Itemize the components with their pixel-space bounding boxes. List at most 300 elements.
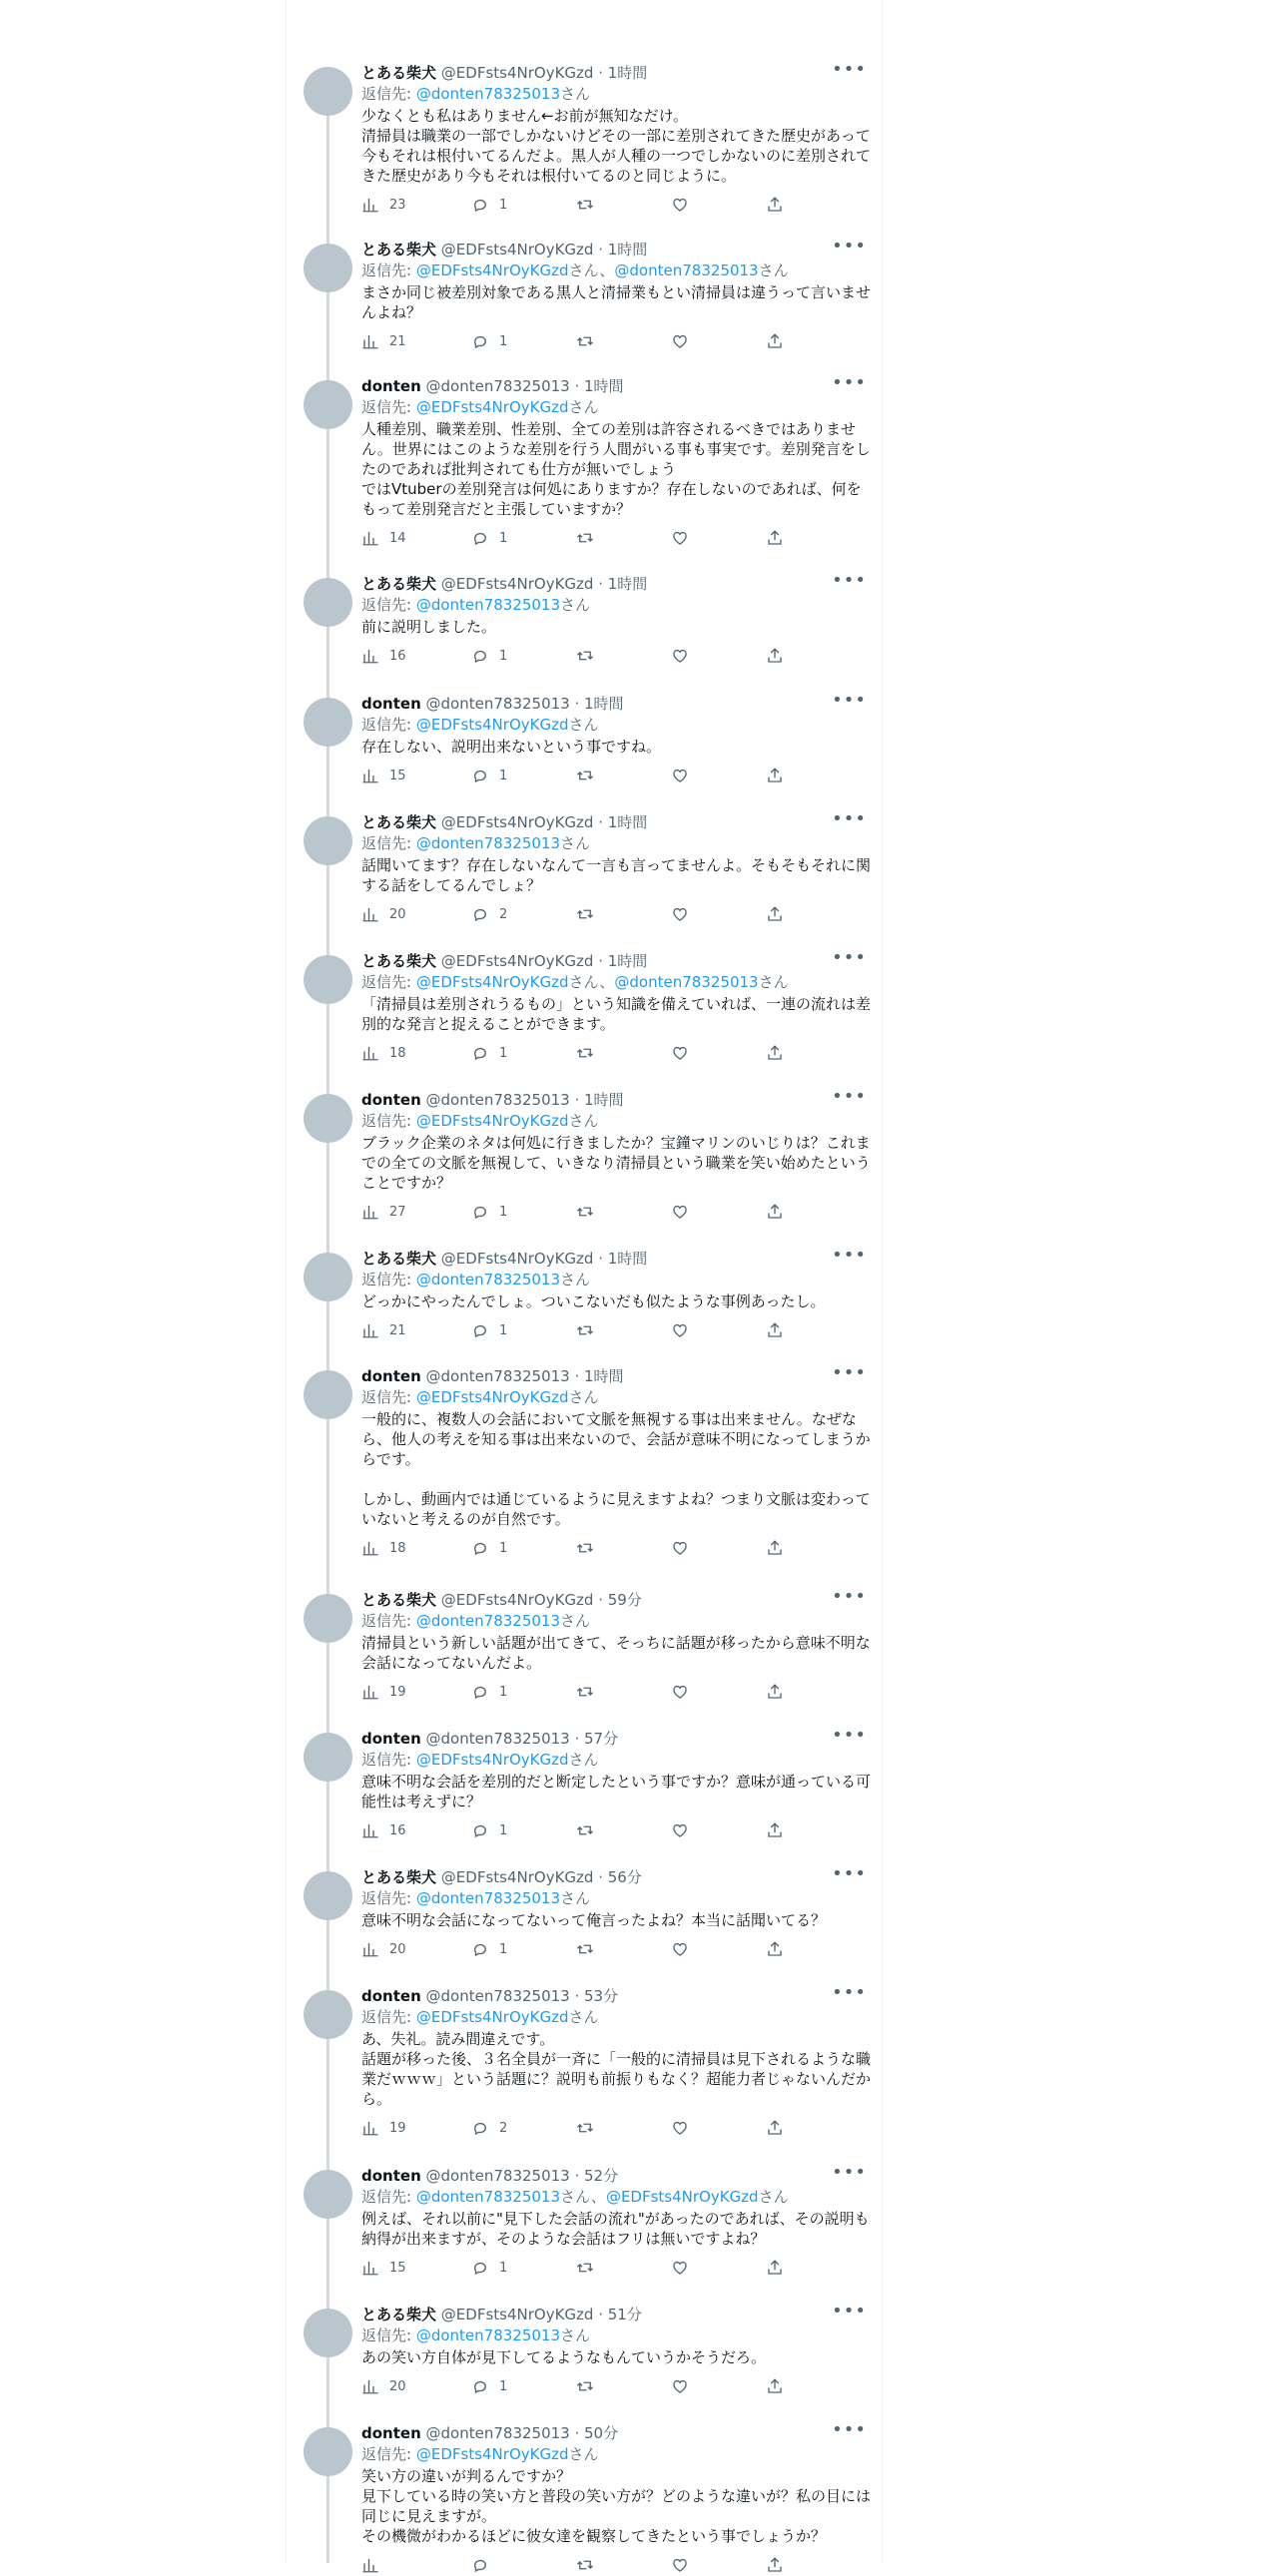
action-bar <box>361 1044 871 1064</box>
tweet-time[interactable]: 1時間 <box>584 695 624 713</box>
author-name[interactable]: とある柴犬 <box>361 1868 437 1886</box>
author-name[interactable]: とある柴犬 <box>361 2306 437 2323</box>
views-button[interactable] <box>361 529 406 547</box>
retweet-icon <box>576 529 594 547</box>
reply-button[interactable] <box>471 196 507 214</box>
more-options-icon[interactable]: ••• <box>832 2301 867 2321</box>
like-button[interactable] <box>671 1683 699 1701</box>
retweet-button[interactable] <box>576 905 604 923</box>
reply-to-line <box>361 1111 871 1131</box>
mention-suffix: さん <box>568 1751 599 1769</box>
tweet-time[interactable]: 1時間 <box>607 575 648 593</box>
views-count: 18 <box>389 1045 406 1061</box>
tweet-time[interactable]: 1時間 <box>584 1367 624 1385</box>
views-button[interactable] <box>361 2259 406 2277</box>
views-button[interactable] <box>361 767 406 784</box>
reply-mention-link[interactable]: @EDFsts4NrOyKGzd <box>415 398 569 416</box>
views-button[interactable] <box>361 1321 406 1339</box>
action-bar <box>361 1539 871 1559</box>
views-count: 19 <box>389 1684 406 1700</box>
views-icon <box>361 905 379 923</box>
reply-count: 1 <box>499 1941 508 1957</box>
share-icon <box>766 1321 784 1339</box>
views-button[interactable] <box>361 1203 406 1221</box>
tweet-content <box>361 690 871 786</box>
views-button[interactable] <box>361 647 406 665</box>
author-name[interactable]: donten <box>361 1987 421 2005</box>
author-handle[interactable]: @donten78325013 <box>425 695 570 713</box>
avatar[interactable] <box>304 2170 352 2219</box>
reply-icon <box>471 2259 489 2277</box>
share-button[interactable] <box>766 767 784 784</box>
author-name[interactable]: とある柴犬 <box>361 813 437 831</box>
mention-separator: 、 <box>590 2188 606 2206</box>
reply-count: 2 <box>499 906 508 922</box>
views-button[interactable] <box>361 1683 406 1701</box>
reply-mention-link[interactable]: @donten78325013 <box>415 2188 561 2206</box>
views-button[interactable] <box>361 1940 406 1958</box>
reply-count: 1 <box>499 197 508 213</box>
separator-dot: · <box>569 2167 585 2185</box>
reply-count: 1 <box>499 768 508 783</box>
author-name[interactable]: donten <box>361 1367 421 1385</box>
tweet-time[interactable]: 1時間 <box>584 1091 624 1109</box>
tweet-time[interactable]: 50分 <box>584 2424 619 2442</box>
reply-prefix: 返信先: <box>361 1751 412 1769</box>
action-bar <box>361 1203 871 1223</box>
tweet-text: 人種差別、職業差別、性差別、全ての差別は許容されるべきではありません。世界にはこのような差別を行う人間がいる事も事実です。差別発言をしたのであれば批判されても仕方が無いでしょう ではVtuberの差別発言は何処にありますか？存在しないのであれば、何をもって差別発言だと主張していますか？ <box>361 420 871 518</box>
tweet-time[interactable]: 1時間 <box>607 952 648 970</box>
retweet-button[interactable] <box>576 2556 604 2574</box>
reply-button[interactable] <box>471 647 507 665</box>
avatar[interactable] <box>304 955 352 1004</box>
tweet-content <box>361 1725 872 1841</box>
reply-count: 1 <box>499 1204 508 1220</box>
like-button[interactable] <box>671 2259 699 2277</box>
views-button[interactable] <box>361 196 406 214</box>
share-button[interactable] <box>766 529 784 547</box>
tweet-content <box>361 1982 872 2139</box>
retweet-button[interactable] <box>576 196 604 214</box>
reply-mention-link[interactable]: @donten78325013 <box>415 834 561 852</box>
retweet-button[interactable] <box>576 1539 604 1557</box>
reply-button[interactable] <box>471 332 507 350</box>
author-handle[interactable]: @donten78325013 <box>425 1367 570 1385</box>
reply-icon <box>471 1940 489 1958</box>
mention-suffix: さん <box>560 85 591 103</box>
tweet-content <box>361 1245 871 1341</box>
reply-prefix: 返信先: <box>361 398 412 416</box>
more-options-icon[interactable]: ••• <box>832 236 867 257</box>
avatar[interactable] <box>304 1253 352 1301</box>
more-options-icon[interactable]: ••• <box>832 1982 867 2003</box>
reply-button[interactable] <box>471 529 507 547</box>
reply-count: 1 <box>499 1540 508 1556</box>
avatar[interactable] <box>304 380 352 429</box>
tweet-time[interactable]: 1時間 <box>607 64 648 82</box>
like-button[interactable] <box>671 1044 699 1062</box>
tweet-text: 話聞いてます？存在しないなんて一言も言ってませんよ。そもそもそれに関する話をしてるんでしょ？ <box>361 856 872 894</box>
reply-mention-link[interactable]: @EDFsts4NrOyKGzd <box>415 973 569 991</box>
author-handle[interactable]: @donten78325013 <box>425 1987 570 2005</box>
author-handle[interactable]: @donten78325013 <box>425 1091 570 1109</box>
views-button[interactable] <box>361 1821 406 1839</box>
reply-mention-link[interactable]: @donten78325013 <box>415 596 561 614</box>
more-options-icon[interactable]: ••• <box>832 2419 867 2440</box>
reply-button[interactable] <box>471 1321 507 1339</box>
views-icon <box>361 2377 379 2395</box>
share-button[interactable] <box>766 905 784 923</box>
avatar[interactable] <box>304 1871 352 1920</box>
tweet-text: まさか同じ被差別対象である黒人と清掃業もとい清掃員は違うって言いませんよね？ <box>361 283 872 321</box>
author-handle[interactable]: @EDFsts4NrOyKGzd <box>440 813 594 831</box>
reply-prefix: 返信先: <box>361 1388 412 1406</box>
tweet-header <box>361 1245 871 1270</box>
reply-button[interactable] <box>471 2119 507 2137</box>
share-button[interactable] <box>766 1321 784 1339</box>
retweet-button[interactable] <box>576 332 604 350</box>
retweet-button[interactable] <box>576 1821 604 1839</box>
reply-mention-link[interactable]: @donten78325013 <box>614 261 759 279</box>
tweet-header <box>361 570 871 595</box>
mention-suffix: さん <box>568 261 600 279</box>
like-button[interactable] <box>671 332 699 350</box>
author-handle[interactable]: @EDFsts4NrOyKGzd <box>440 1868 594 1886</box>
like-button[interactable] <box>671 767 699 784</box>
reply-icon <box>471 1821 489 1839</box>
views-icon <box>361 1940 379 1958</box>
tweet-header <box>361 59 871 84</box>
tweet-time[interactable]: 53分 <box>584 1987 619 2005</box>
mention-suffix: さん <box>568 2008 599 2026</box>
share-button[interactable] <box>766 2377 784 2395</box>
avatar[interactable] <box>304 1990 352 2039</box>
views-icon <box>361 647 379 665</box>
share-button[interactable] <box>766 332 784 350</box>
retweet-button[interactable] <box>576 1044 604 1062</box>
retweet-button[interactable] <box>576 1321 604 1339</box>
views-icon <box>361 1044 379 1062</box>
author-name[interactable]: donten <box>361 695 421 713</box>
reply-button[interactable] <box>471 1683 507 1701</box>
mention-suffix: さん <box>758 261 789 279</box>
retweet-icon <box>576 2556 594 2574</box>
tweet-content <box>361 2162 871 2279</box>
author-handle[interactable]: @donten78325013 <box>425 1730 570 1748</box>
separator-dot: · <box>569 695 585 713</box>
retweet-button[interactable] <box>576 647 604 665</box>
author-name[interactable]: とある柴犬 <box>361 1591 437 1609</box>
retweet-icon <box>576 1044 594 1062</box>
author-handle[interactable]: @EDFsts4NrOyKGzd <box>440 1250 594 1268</box>
like-icon <box>671 1821 689 1839</box>
more-options-icon[interactable]: ••• <box>832 1586 867 1607</box>
retweet-button[interactable] <box>576 529 604 547</box>
reply-mention-link[interactable]: @EDFsts4NrOyKGzd <box>415 2445 569 2463</box>
reply-to-line <box>361 715 871 735</box>
retweet-button[interactable] <box>576 1683 604 1701</box>
reply-icon <box>471 2119 489 2137</box>
avatar[interactable] <box>304 816 352 865</box>
reply-button[interactable] <box>471 905 507 923</box>
views-button[interactable] <box>361 2119 406 2137</box>
reply-count: 1 <box>499 2378 508 2394</box>
avatar[interactable] <box>304 578 352 627</box>
reply-button[interactable] <box>471 2556 499 2574</box>
reply-button[interactable] <box>471 1821 507 1839</box>
tweet-header <box>361 690 871 715</box>
reply-mention-link[interactable]: @EDFsts4NrOyKGzd <box>415 2008 569 2026</box>
share-button[interactable] <box>766 196 784 214</box>
retweet-button[interactable] <box>576 2259 604 2277</box>
more-options-icon[interactable]: ••• <box>832 570 867 591</box>
more-options-icon[interactable]: ••• <box>832 1245 867 1266</box>
action-bar <box>361 1821 871 1841</box>
tweet-time[interactable]: 52分 <box>584 2167 619 2185</box>
author-handle[interactable]: @donten78325013 <box>425 2167 570 2185</box>
reply-to-line <box>361 833 871 853</box>
more-options-icon[interactable]: ••• <box>832 372 867 393</box>
share-icon <box>766 2259 784 2277</box>
share-icon <box>766 1539 784 1557</box>
views-button[interactable] <box>361 2377 406 2395</box>
more-options-icon[interactable]: ••• <box>832 808 867 829</box>
like-button[interactable] <box>671 529 699 547</box>
avatar[interactable] <box>304 1594 352 1643</box>
views-button[interactable] <box>361 332 406 350</box>
separator-dot: · <box>569 1091 585 1109</box>
retweet-button[interactable] <box>576 767 604 784</box>
tweet-text: 清掃員という新しい話題が出てきて、そっちに話題が移ったから意味不明な会話になってないんだよ。 <box>361 1634 871 1672</box>
author-name[interactable]: donten <box>361 2424 421 2442</box>
tweet-time[interactable]: 1時間 <box>607 813 648 831</box>
reply-button[interactable] <box>471 767 507 784</box>
views-icon <box>361 1321 379 1339</box>
retweet-icon <box>576 2119 594 2137</box>
reply-mention-link[interactable]: @EDFsts4NrOyKGzd <box>605 2188 759 2206</box>
tweet-content <box>361 947 872 1064</box>
action-bar <box>361 2377 871 2397</box>
avatar[interactable] <box>304 1733 352 1782</box>
more-options-icon[interactable]: ••• <box>832 1362 867 1383</box>
author-name[interactable]: donten <box>361 377 421 395</box>
retweet-icon <box>576 647 594 665</box>
author-name[interactable]: とある柴犬 <box>361 1250 437 1268</box>
author-handle[interactable]: @EDFsts4NrOyKGzd <box>440 241 594 258</box>
more-options-icon[interactable]: ••• <box>832 59 867 80</box>
separator-dot: · <box>593 1868 608 1886</box>
author-handle[interactable]: @EDFsts4NrOyKGzd <box>440 1591 594 1609</box>
like-button[interactable] <box>671 196 699 214</box>
reply-mention-link[interactable]: @donten78325013 <box>415 85 561 103</box>
retweet-icon <box>576 1539 594 1557</box>
share-button[interactable] <box>766 1683 784 1701</box>
share-icon <box>766 1044 784 1062</box>
share-button[interactable] <box>766 1821 784 1839</box>
tweet-header <box>361 372 871 397</box>
tweet-content <box>361 570 871 667</box>
tweet-time[interactable]: 1時間 <box>584 377 624 395</box>
reply-icon <box>471 332 489 350</box>
mention-suffix: さん <box>560 596 591 614</box>
reply-icon <box>471 1044 489 1062</box>
retweet-button[interactable] <box>576 1940 604 1958</box>
more-options-icon[interactable]: ••• <box>832 2162 867 2183</box>
reply-mention-link[interactable]: @EDFsts4NrOyKGzd <box>415 261 569 279</box>
avatar[interactable] <box>304 2427 352 2476</box>
tweet-header <box>361 2301 871 2325</box>
mention-suffix: さん <box>560 2188 591 2206</box>
action-bar <box>361 2556 871 2576</box>
share-button[interactable] <box>766 1044 784 1062</box>
like-button[interactable] <box>671 905 699 923</box>
reply-to-line <box>361 1750 871 1770</box>
reply-mention-link[interactable]: @donten78325013 <box>415 1271 561 1288</box>
views-button[interactable] <box>361 905 406 923</box>
like-button[interactable] <box>671 2377 699 2395</box>
views-count: 16 <box>389 1822 406 1838</box>
tweet-text: 笑い方の違いが判るんですか？ 見下している時の笑い方と普段の笑い方が？どのような違いが？私の目には同じに見えますが。 その機微がわかるほどに彼女達を観察してきたという事でしょうか？ <box>361 2467 872 2545</box>
reply-mention-link[interactable]: @EDFsts4NrOyKGzd <box>415 716 569 734</box>
share-button[interactable] <box>766 647 784 665</box>
reply-to-line <box>361 260 871 280</box>
action-bar <box>361 196 871 216</box>
like-icon <box>671 529 689 547</box>
author-name[interactable]: とある柴犬 <box>361 241 437 258</box>
author-handle[interactable]: @donten78325013 <box>425 2424 570 2442</box>
tweet-time[interactable]: 1時間 <box>607 241 648 258</box>
retweet-button[interactable] <box>576 1203 604 1221</box>
tweet-time[interactable]: 56分 <box>607 1868 642 1886</box>
views-count: 19 <box>389 2120 406 2136</box>
reply-mention-link[interactable]: @donten78325013 <box>415 2326 561 2344</box>
views-button[interactable] <box>361 2556 389 2574</box>
author-name[interactable]: donten <box>361 1091 421 1109</box>
retweet-icon <box>576 1683 594 1701</box>
share-button[interactable] <box>766 2259 784 2277</box>
more-options-icon[interactable]: ••• <box>832 947 867 968</box>
tweet-header <box>361 1586 871 1611</box>
views-icon <box>361 2259 379 2277</box>
more-options-icon[interactable]: ••• <box>832 690 867 711</box>
tweet-time[interactable]: 57分 <box>584 1730 619 1748</box>
reply-mention-link[interactable]: @donten78325013 <box>614 973 759 991</box>
like-button[interactable] <box>671 1821 699 1839</box>
share-button[interactable] <box>766 1203 784 1221</box>
like-icon <box>671 1940 689 1958</box>
author-handle[interactable]: @EDFsts4NrOyKGzd <box>440 575 594 593</box>
views-button[interactable] <box>361 1539 406 1557</box>
more-options-icon[interactable]: ••• <box>832 1725 867 1746</box>
tweet-header <box>361 1362 871 1387</box>
share-button[interactable] <box>766 2119 784 2137</box>
tweet-time[interactable]: 51分 <box>607 2306 642 2323</box>
like-button[interactable] <box>671 1321 699 1339</box>
avatar[interactable] <box>304 698 352 747</box>
author-name[interactable]: とある柴犬 <box>361 64 437 82</box>
retweet-button[interactable] <box>576 2377 604 2395</box>
action-bar <box>361 2259 871 2279</box>
views-count: 18 <box>389 1540 406 1556</box>
author-handle[interactable]: @EDFsts4NrOyKGzd <box>440 2306 594 2323</box>
share-icon <box>766 196 784 214</box>
like-button[interactable] <box>671 1940 699 1958</box>
mention-suffix: さん <box>568 1112 599 1130</box>
reply-mention-link[interactable]: @donten78325013 <box>415 1889 561 1907</box>
reply-button[interactable] <box>471 1539 507 1557</box>
tweet-time[interactable]: 59分 <box>607 1591 642 1609</box>
reply-mention-link[interactable]: @EDFsts4NrOyKGzd <box>415 1751 569 1769</box>
like-icon <box>671 2556 689 2574</box>
author-name[interactable]: donten <box>361 2167 421 2185</box>
like-button[interactable] <box>671 2556 699 2574</box>
views-count: 20 <box>389 906 406 922</box>
reply-button[interactable] <box>471 1203 507 1221</box>
like-button[interactable] <box>671 1539 699 1557</box>
avatar[interactable] <box>304 1370 352 1419</box>
tweet-time[interactable]: 1時間 <box>607 1250 648 1268</box>
retweet-button[interactable] <box>576 2119 604 2137</box>
reply-prefix: 返信先: <box>361 2008 412 2026</box>
avatar[interactable] <box>304 244 352 292</box>
reply-prefix: 返信先: <box>361 716 412 734</box>
reply-button[interactable] <box>471 2259 507 2277</box>
reply-to-line <box>361 1270 871 1289</box>
author-handle[interactable]: @EDFsts4NrOyKGzd <box>440 64 594 82</box>
like-button[interactable] <box>671 2119 699 2137</box>
reply-to-line <box>361 2007 871 2027</box>
views-count: 20 <box>389 2378 406 2394</box>
avatar[interactable] <box>304 2309 352 2357</box>
reply-button[interactable] <box>471 1044 507 1062</box>
views-count: 21 <box>389 333 406 349</box>
author-name[interactable]: とある柴犬 <box>361 575 437 593</box>
author-handle[interactable]: @donten78325013 <box>425 377 570 395</box>
author-handle[interactable]: @EDFsts4NrOyKGzd <box>440 952 594 970</box>
reply-mention-link[interactable]: @EDFsts4NrOyKGzd <box>415 1388 569 1406</box>
reply-mention-link[interactable]: @EDFsts4NrOyKGzd <box>415 1112 569 1130</box>
more-options-icon[interactable]: ••• <box>832 1086 867 1107</box>
views-icon <box>361 2556 379 2574</box>
avatar[interactable] <box>304 67 352 116</box>
reply-button[interactable] <box>471 1940 507 1958</box>
views-icon <box>361 332 379 350</box>
like-button[interactable] <box>671 1203 699 1221</box>
views-button[interactable] <box>361 1044 406 1062</box>
separator-dot: · <box>593 813 608 831</box>
mention-suffix: さん <box>560 1271 591 1288</box>
share-icon <box>766 1203 784 1221</box>
reply-count: 1 <box>499 333 508 349</box>
more-options-icon[interactable]: ••• <box>832 1863 867 1884</box>
reply-mention-link[interactable]: @donten78325013 <box>415 1612 561 1630</box>
share-button[interactable] <box>766 1539 784 1557</box>
author-name[interactable]: とある柴犬 <box>361 952 437 970</box>
share-button[interactable] <box>766 2556 784 2574</box>
action-bar <box>361 1321 871 1341</box>
author-name[interactable]: donten <box>361 1730 421 1748</box>
like-button[interactable] <box>671 647 699 665</box>
separator-dot: · <box>569 1367 585 1385</box>
share-icon <box>766 647 784 665</box>
avatar[interactable] <box>304 1094 352 1143</box>
tweet-text: 前に説明しました。 <box>361 618 497 636</box>
action-bar <box>361 905 871 925</box>
tweet-header <box>361 2419 871 2444</box>
share-button[interactable] <box>766 1940 784 1958</box>
tweet-content <box>361 808 872 925</box>
reply-button[interactable] <box>471 2377 507 2395</box>
